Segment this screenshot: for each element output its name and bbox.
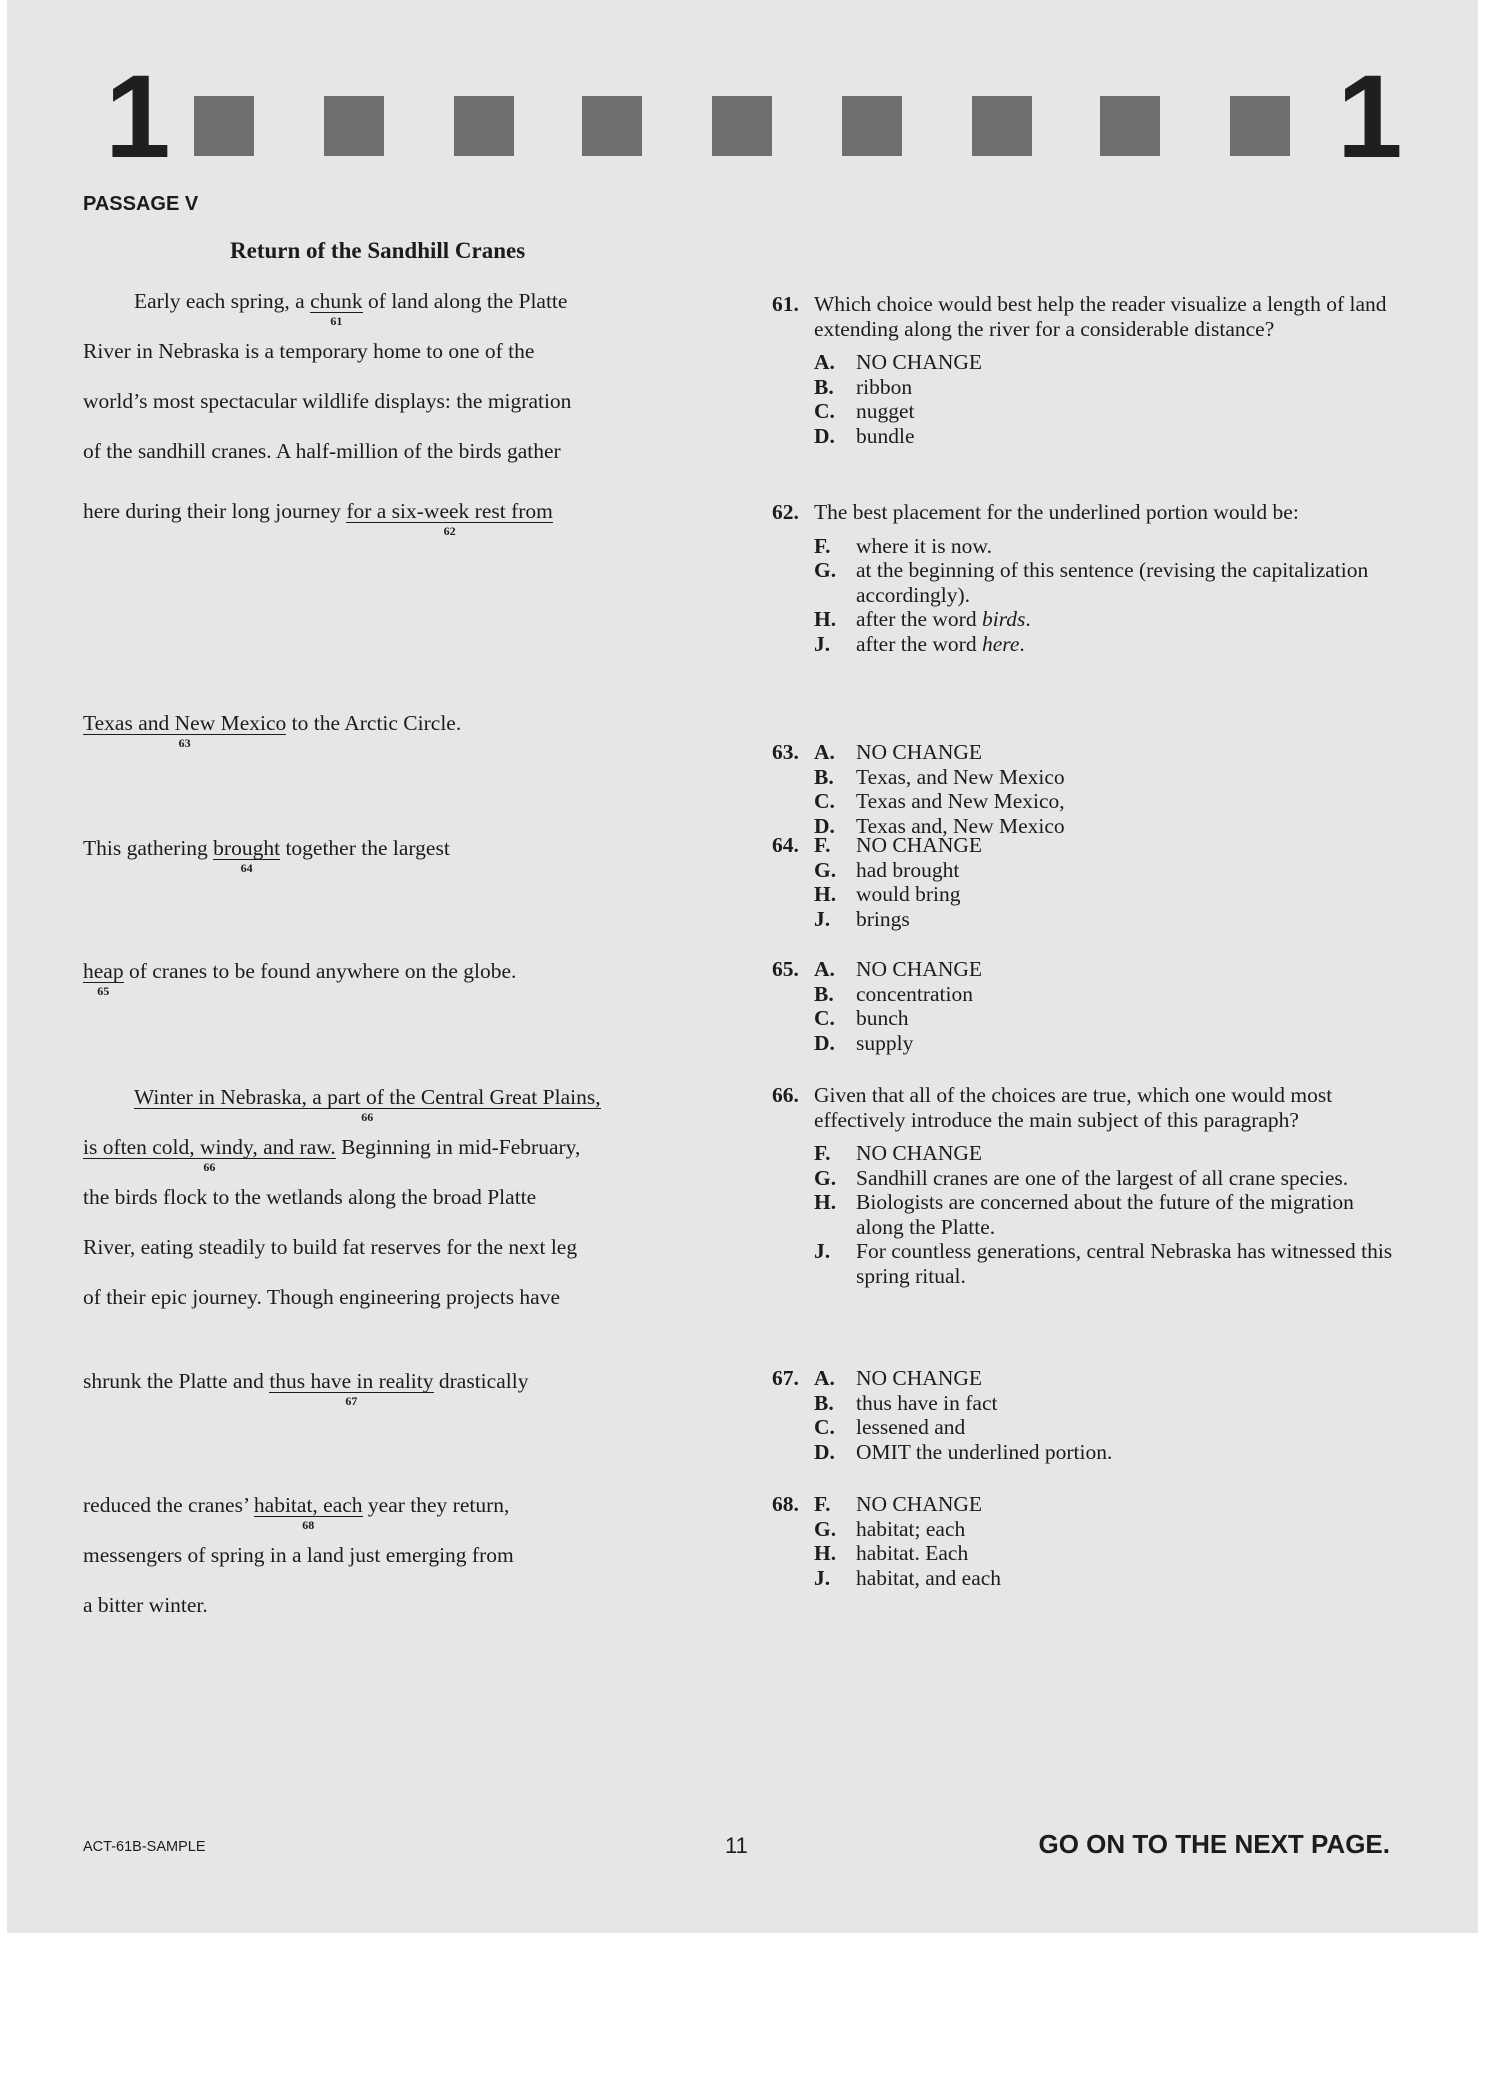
passage-line: reduced the cranes’ habitat, each 68 year they return, — [83, 1493, 510, 1532]
choice-letter: F. — [814, 1492, 831, 1516]
underlined-portion: brought 64 — [213, 836, 281, 875]
answer-choice[interactable] — [772, 789, 1400, 814]
answer-choice[interactable] — [772, 632, 1400, 657]
passage-title: Return of the Sandhill Cranes — [230, 238, 526, 263]
answer-choice[interactable] — [772, 907, 1400, 932]
choice-letter: A. — [814, 957, 835, 981]
choice-text: For countless generations, central Nebraska has witnessed this spring ritual. — [856, 1239, 1393, 1288]
choice-text: habitat; each — [856, 1516, 966, 1541]
passage-line: shrunk the Platte and thus have in reality 67 drastically — [83, 1369, 529, 1408]
question-reference-number: 61 — [330, 314, 343, 328]
question-number: 68. — [772, 1492, 799, 1516]
choice-text: brings — [856, 906, 910, 931]
underlined-portion: thus have in reality 67 — [269, 1369, 434, 1408]
choice-text: Texas and New Mexico, — [856, 789, 1065, 813]
section-block-icon — [454, 96, 514, 156]
question-64 — [772, 833, 1400, 931]
section-block-icon — [712, 96, 772, 156]
choice-letter: C. — [814, 789, 835, 813]
passage-line: River in Nebraska is a temporary home to one of the — [83, 339, 535, 363]
answer-choice[interactable] — [772, 740, 1400, 765]
choice-text: NO CHANGE — [856, 1492, 983, 1516]
choice-letter: J. — [814, 631, 831, 656]
answer-choice[interactable] — [772, 350, 1400, 375]
passage-line — [134, 1084, 601, 1124]
passage-line: Early each spring, a chunk 61 of land along the Platte — [134, 289, 568, 328]
question-reference-number: 68 — [302, 1518, 315, 1532]
answer-choice[interactable] — [772, 1006, 1400, 1031]
choice-letter: A. — [814, 740, 835, 764]
choice-text: NO CHANGE — [856, 350, 983, 374]
question-stem: Which choice would best help the reader visualize a length of land extending along the river for a considerable distance? — [814, 292, 1387, 341]
question-stem: The best placement for the underlined portion would be: — [814, 500, 1299, 524]
choice-letter: B. — [814, 764, 834, 789]
underlined-portion: for a six-week rest from 62 — [346, 499, 553, 538]
question-reference-number: 62 — [443, 524, 456, 538]
choice-text: ribbon — [856, 374, 913, 399]
passage-line: of the sandhill cranes. A half-million of the birds gather — [83, 439, 561, 463]
question-63 — [772, 740, 1400, 838]
choice-letter: D. — [814, 423, 835, 448]
choice-letter: H. — [814, 1541, 837, 1565]
choice-letter: F. — [814, 833, 831, 857]
section-block-icon — [582, 96, 642, 156]
underlined-portion: Texas and New Mexico 63 — [83, 711, 287, 750]
choice-text: after the word here. — [856, 631, 1025, 656]
choice-letter: F. — [814, 1141, 831, 1165]
choice-text: had brought — [856, 857, 960, 882]
section-block-icon — [324, 96, 384, 156]
choice-text: Texas and, New Mexico — [856, 813, 1065, 838]
underlined-portion: habitat, each 68 — [253, 1493, 363, 1532]
choice-text: nugget — [856, 399, 915, 423]
section-block-icon — [842, 96, 902, 156]
choice-letter: F. — [814, 533, 831, 558]
choice-letter: B. — [814, 981, 834, 1006]
answer-choice[interactable] — [772, 399, 1400, 424]
choice-letter: D. — [814, 1439, 835, 1464]
question-number: 67. — [772, 1366, 799, 1390]
choice-letter: J. — [814, 906, 831, 931]
choice-letter: H. — [814, 1190, 837, 1214]
answer-choice[interactable] — [772, 1366, 1400, 1391]
answer-choice[interactable] — [772, 607, 1400, 632]
question-number: 62. — [772, 500, 799, 524]
choice-text: OMIT the underlined portion. — [856, 1439, 1113, 1464]
choice-text: NO CHANGE — [856, 833, 983, 857]
answer-choice[interactable] — [772, 1492, 1400, 1517]
answer-choice[interactable] — [772, 1190, 1400, 1239]
passage-line: River, eating steadily to build fat reserves for the next leg — [83, 1235, 578, 1259]
question-reference-number: 66 — [361, 1110, 374, 1124]
answer-choice[interactable] — [772, 1166, 1400, 1191]
choice-letter: D. — [814, 813, 835, 838]
answer-choice[interactable] — [772, 858, 1400, 883]
question-65 — [772, 957, 1400, 1055]
choice-letter: J. — [814, 1239, 831, 1263]
choice-letter: C. — [814, 1415, 835, 1439]
choice-letter: G. — [814, 1165, 837, 1190]
section-block-icon — [972, 96, 1032, 156]
underlined-portion: is often cold, windy, and raw. 66 — [83, 1135, 336, 1174]
choice-letter: G. — [814, 857, 837, 882]
answer-choice[interactable] — [772, 882, 1400, 907]
section-number-right: 1 — [1337, 51, 1403, 183]
answer-choice[interactable] — [772, 1566, 1400, 1591]
choice-letter: H. — [814, 882, 837, 906]
choice-letter: C. — [814, 399, 835, 423]
answer-choice[interactable] — [772, 424, 1400, 449]
choice-text: habitat. Each — [856, 1541, 969, 1565]
footer-code: ACT-61B-SAMPLE — [83, 1839, 206, 1855]
question-66 — [772, 1083, 1400, 1288]
answer-choice[interactable] — [772, 1541, 1400, 1566]
question-number: 64. — [772, 833, 799, 857]
choice-letter: J. — [814, 1565, 831, 1590]
question-stem: Given that all of the choices are true, which one would most effectively introduce the main subject of this paragraph? — [814, 1083, 1333, 1132]
passage-line: world’s most spectacular wildlife displays: the migration — [83, 389, 572, 413]
answer-choice[interactable] — [772, 1517, 1400, 1542]
choice-text: bundle — [856, 423, 915, 448]
choice-text: NO CHANGE — [856, 740, 983, 764]
passage-line: messengers of spring in a land just emerging from — [83, 1543, 514, 1567]
question-reference-number: 64 — [240, 861, 253, 875]
answer-choice[interactable] — [772, 534, 1400, 559]
page-number: 11 — [725, 1833, 748, 1858]
underlined-portion: chunk 61 — [310, 289, 363, 328]
answer-choice[interactable] — [772, 1031, 1400, 1056]
choice-text: where it is now. — [856, 533, 992, 558]
answer-choice[interactable] — [772, 375, 1400, 400]
underlined-portion: heap 65 — [83, 959, 124, 998]
choice-text: habitat, and each — [856, 1565, 1002, 1590]
passage-line: the birds flock to the wetlands along the broad Platte — [83, 1185, 537, 1209]
answer-choice[interactable] — [772, 1415, 1400, 1440]
answer-choice[interactable] — [772, 558, 1400, 607]
section-number-left: 1 — [105, 51, 171, 183]
question-number: 63. — [772, 740, 799, 764]
choice-text: after the word birds. — [856, 607, 1031, 631]
choice-letter: A. — [814, 350, 835, 374]
answer-choice[interactable] — [772, 982, 1400, 1007]
answer-choice[interactable] — [772, 1141, 1400, 1166]
choice-letter: B. — [814, 374, 834, 399]
choice-text: NO CHANGE — [856, 1366, 983, 1390]
section-block-icon — [1100, 96, 1160, 156]
section-block-icon — [1230, 96, 1290, 156]
passage-line: here during their long journey for a six-week rest from 62 — [83, 499, 553, 538]
choice-letter: B. — [814, 1390, 834, 1415]
question-67 — [772, 1366, 1400, 1464]
question-reference-number: 65 — [97, 984, 110, 998]
section-block-icon — [194, 96, 254, 156]
choice-text: bunch — [856, 1006, 909, 1030]
question-number: 66. — [772, 1083, 799, 1107]
choice-text: Texas, and New Mexico — [856, 764, 1065, 789]
choice-letter: D. — [814, 1030, 835, 1055]
question-reference-number: 67 — [345, 1394, 358, 1408]
choice-text: concentration — [856, 981, 974, 1006]
choice-text: supply — [856, 1030, 914, 1055]
answer-choice[interactable] — [772, 765, 1400, 790]
choice-letter: G. — [814, 1516, 837, 1541]
answer-choice[interactable] — [772, 1391, 1400, 1416]
question-number: 61. — [772, 292, 799, 316]
passage-line: This gathering brought 64 together the largest — [83, 836, 450, 875]
passage-label: PASSAGE V — [83, 193, 199, 215]
underlined-portion: Winter in Nebraska, a part of the Central Great Plains, 66 — [134, 1085, 601, 1124]
choice-text: NO CHANGE — [856, 1141, 983, 1165]
answer-choice[interactable] — [772, 957, 1400, 982]
choice-text: lessened and — [856, 1415, 966, 1439]
choice-text: thus have in fact — [856, 1390, 998, 1415]
question-number: 65. — [772, 957, 799, 981]
choice-letter: H. — [814, 607, 837, 631]
choice-text: would bring — [856, 882, 961, 906]
passage-line: Texas and New Mexico 63 to the Arctic Circle. — [83, 711, 462, 750]
answer-choice[interactable] — [772, 833, 1400, 858]
choice-letter: C. — [814, 1006, 835, 1030]
answer-choice[interactable] — [772, 1239, 1400, 1288]
choice-text: NO CHANGE — [856, 957, 983, 981]
choice-text: Sandhill cranes are one of the largest of all crane species. — [856, 1165, 1349, 1190]
choice-text: Biologists are concerned about the future of the migration along the Platte. — [856, 1190, 1354, 1239]
next-page-notice: GO ON TO THE NEXT PAGE. — [1038, 1829, 1390, 1859]
passage-line: a bitter winter. — [83, 1593, 208, 1617]
question-reference-number: 63 — [178, 736, 191, 750]
passage-line: heap 65 of cranes to be found anywhere on the globe. — [83, 959, 517, 998]
choice-letter: G. — [814, 558, 837, 582]
choice-letter: A. — [814, 1366, 835, 1390]
passage-line: of their epic journey. Though engineering projects have — [83, 1285, 561, 1309]
question-68 — [772, 1492, 1400, 1590]
passage-line: is often cold, windy, and raw. 66 Beginning in mid-February, — [83, 1135, 581, 1174]
question-62 — [772, 500, 1400, 656]
question-reference-number: 66 — [203, 1160, 216, 1174]
choice-text: at the beginning of this sentence (revising the capitalization accordingly). — [856, 558, 1369, 607]
question-61 — [772, 292, 1400, 448]
answer-choice[interactable] — [772, 1440, 1400, 1465]
